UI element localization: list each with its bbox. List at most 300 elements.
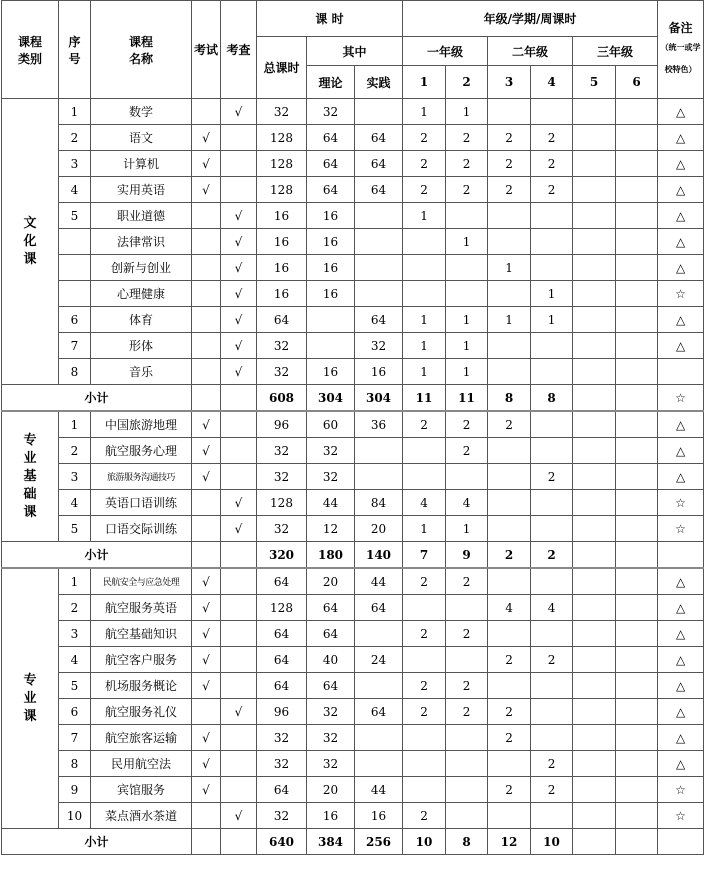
semester-2-cell: 2 [446,621,488,647]
theory-hours-cell: 64 [307,125,355,151]
semester-5-cell [573,568,616,595]
table-row [2,751,704,777]
semester-1-cell: 2 [403,125,446,151]
table-row [2,307,704,333]
total-hours-cell: 128 [257,125,307,151]
check-cell: √ [221,359,257,385]
table-row [2,595,704,621]
remark-cell: △ [658,229,704,255]
semester-1-cell [403,595,446,621]
semester-3-cell [488,359,531,385]
semester-2-cell: 1 [446,307,488,333]
exam-cell [192,255,221,281]
semester-3-cell: 2 [488,725,531,751]
total-hours-cell: 32 [257,438,307,464]
semester-6-cell [616,621,658,647]
practice-hours-cell: 64 [355,151,403,177]
semester-1-cell: 1 [403,333,446,359]
remark-cell: △ [658,464,704,490]
total-hours-cell: 64 [257,307,307,333]
practice-hours-cell [355,203,403,229]
check-cell [221,673,257,699]
remark-cell: ☆ [658,516,704,542]
seq-cell: 7 [59,725,91,751]
semester-6-cell [616,647,658,673]
course-name-cell: 航空旅客运输 [91,725,192,751]
category-char: 础 [23,486,37,502]
semester-6-cell [616,542,658,569]
course-name-cell: 心理健康 [91,281,192,307]
exam-cell: √ [192,725,221,751]
header-practice: 实践 [355,66,403,99]
semester-5-cell [573,699,616,725]
semester-6-cell [616,803,658,829]
semester-5-cell [573,411,616,438]
subtotal-label: 小计 [2,829,192,855]
total-hours-cell: 16 [257,255,307,281]
subtotal-theory-cell: 180 [307,542,355,569]
semester-5-cell [573,151,616,177]
semester-5-cell [573,829,616,855]
semester-3-cell: 2 [488,647,531,673]
subtotal-row [2,542,704,569]
subtotal-remark-cell [658,829,704,855]
practice-hours-cell: 44 [355,777,403,803]
theory-hours-cell: 20 [307,777,355,803]
semester-5-cell [573,803,616,829]
semester-2-cell: 4 [446,490,488,516]
table-row [2,803,704,829]
semester-2-cell [446,725,488,751]
table-row [2,647,704,673]
exam-cell: √ [192,125,221,151]
remark-cell: △ [658,568,704,595]
semester-6-cell [616,699,658,725]
semester-1-cell [403,438,446,464]
header-grade-3: 三年级 [573,37,658,66]
semester-3-cell: 2 [488,777,531,803]
semester-2-cell [446,281,488,307]
category-char: 课 [23,504,37,520]
total-hours-cell: 32 [257,99,307,125]
semester-4-cell: 2 [531,125,573,151]
total-hours-cell: 128 [257,177,307,203]
header-total: 总课时 [257,37,307,99]
table-row [2,438,704,464]
total-hours-cell: 32 [257,751,307,777]
seq-cell: 3 [59,151,91,177]
total-hours-cell: 16 [257,281,307,307]
semester-5-cell [573,595,616,621]
semester-4-cell [531,333,573,359]
semester-4-cell: 2 [531,464,573,490]
check-cell: √ [221,99,257,125]
semester-6-cell [616,307,658,333]
table-row [2,568,704,595]
empty-cell [221,542,257,569]
remark-cell: △ [658,751,704,777]
theory-hours-cell: 16 [307,229,355,255]
category-cell [2,568,59,829]
header-grade-2: 二年级 [488,37,573,66]
semester-2-cell [446,751,488,777]
subtotal-total-cell: 608 [257,385,307,412]
theory-hours-cell: 16 [307,203,355,229]
theory-hours-cell: 32 [307,464,355,490]
subtotal-s2-cell: 8 [446,829,488,855]
table-row [2,281,704,307]
semester-6-cell [616,385,658,412]
header-semester-2: 2 [446,66,488,99]
header-among: 其中 [307,37,403,66]
check-cell [221,464,257,490]
header-semester-4: 4 [531,66,573,99]
header-grade: 年级/学期/周课时 [403,1,658,37]
check-cell: √ [221,333,257,359]
course-name-cell: 中国旅游地理 [91,411,192,438]
seq-cell [59,229,91,255]
semester-6-cell [616,281,658,307]
table-row [2,99,704,125]
semester-3-cell [488,803,531,829]
check-cell [221,751,257,777]
check-cell [221,777,257,803]
semester-4-cell [531,673,573,699]
semester-3-cell [488,333,531,359]
theory-hours-cell: 16 [307,255,355,281]
semester-6-cell [616,438,658,464]
course-name-cell: 航空基础知识 [91,621,192,647]
semester-4-cell: 1 [531,307,573,333]
seq-cell: 1 [59,568,91,595]
semester-5-cell [573,307,616,333]
exam-cell [192,307,221,333]
remark-cell [658,359,704,385]
semester-1-cell: 2 [403,568,446,595]
semester-3-cell: 1 [488,307,531,333]
semester-6-cell [616,516,658,542]
category-cell [2,99,59,385]
semester-1-cell: 2 [403,411,446,438]
total-hours-cell: 64 [257,568,307,595]
course-name-cell: 数学 [91,99,192,125]
remark-cell: △ [658,725,704,751]
practice-hours-cell: 16 [355,359,403,385]
category-char: 文 [23,215,37,231]
course-name-cell: 实用英语 [91,177,192,203]
seq-cell: 10 [59,803,91,829]
table-row [2,464,704,490]
header-hours: 课 时 [257,1,403,37]
course-name-cell: 英语口语训练 [91,490,192,516]
theory-hours-cell [307,307,355,333]
subtotal-s1-cell: 11 [403,385,446,412]
seq-cell: 5 [59,516,91,542]
course-name-cell: 航空服务心理 [91,438,192,464]
semester-5-cell [573,229,616,255]
course-name-cell: 体育 [91,307,192,333]
total-hours-cell: 32 [257,516,307,542]
semester-4-cell [531,99,573,125]
seq-cell: 3 [59,621,91,647]
check-cell: √ [221,516,257,542]
subtotal-label: 小计 [2,542,192,569]
seq-cell: 4 [59,647,91,673]
semester-4-cell: 2 [531,751,573,777]
subtotal-s3-cell: 2 [488,542,531,569]
semester-4-cell: 4 [531,595,573,621]
practice-hours-cell: 84 [355,490,403,516]
seq-cell: 2 [59,438,91,464]
subtotal-practice-cell: 304 [355,385,403,412]
category-cell [2,411,59,542]
semester-4-cell [531,255,573,281]
semester-5-cell [573,99,616,125]
theory-hours-cell: 32 [307,725,355,751]
semester-5-cell [573,203,616,229]
semester-5-cell [573,542,616,569]
practice-hours-cell [355,621,403,647]
total-hours-cell: 128 [257,490,307,516]
semester-6-cell [616,125,658,151]
table-row [2,229,704,255]
check-cell [221,725,257,751]
semester-5-cell [573,777,616,803]
semester-1-cell [403,229,446,255]
exam-cell [192,359,221,385]
empty-cell [221,829,257,855]
semester-6-cell [616,673,658,699]
practice-hours-cell: 44 [355,568,403,595]
course-name-cell: 航空服务英语 [91,595,192,621]
table-row [2,699,704,725]
semester-6-cell [616,464,658,490]
check-cell: √ [221,281,257,307]
semester-5-cell [573,490,616,516]
category-char: 课 [23,708,37,724]
subtotal-s4-cell: 10 [531,829,573,855]
header-theory: 理论 [307,66,355,99]
table-row [2,777,704,803]
semester-3-cell: 2 [488,125,531,151]
check-cell [221,647,257,673]
table-row [2,359,704,385]
table-row [2,151,704,177]
semester-3-cell [488,464,531,490]
practice-hours-cell: 64 [355,125,403,151]
semester-2-cell [446,777,488,803]
subtotal-s2-cell: 11 [446,385,488,412]
category-char: 业 [23,690,37,706]
theory-hours-cell: 16 [307,359,355,385]
semester-4-cell [531,203,573,229]
semester-1-cell: 1 [403,359,446,385]
semester-3-cell: 2 [488,177,531,203]
semester-6-cell [616,725,658,751]
subtotal-label: 小计 [2,385,192,412]
exam-cell: √ [192,568,221,595]
practice-hours-cell [355,438,403,464]
theory-hours-cell: 16 [307,803,355,829]
header-course-name: 课程 名称 [91,1,192,99]
semester-3-cell [488,490,531,516]
semester-5-cell [573,385,616,412]
semester-3-cell [488,673,531,699]
semester-2-cell: 2 [446,699,488,725]
practice-hours-cell: 32 [355,333,403,359]
remark-cell: △ [658,411,704,438]
seq-cell: 2 [59,595,91,621]
semester-1-cell: 1 [403,99,446,125]
semester-4-cell [531,568,573,595]
seq-cell: 1 [59,411,91,438]
semester-1-cell [403,281,446,307]
remark-cell: ☆ [658,281,704,307]
exam-cell [192,229,221,255]
semester-5-cell [573,333,616,359]
subtotal-row [2,829,704,855]
semester-4-cell: 1 [531,281,573,307]
semester-2-cell [446,595,488,621]
semester-1-cell [403,255,446,281]
exam-cell: √ [192,751,221,777]
semester-1-cell: 2 [403,803,446,829]
remark-cell: △ [658,621,704,647]
theory-hours-cell: 16 [307,281,355,307]
subtotal-remark-cell [658,542,704,569]
header-check: 考查 [221,1,257,99]
category-char: 基 [23,468,37,484]
semester-3-cell: 2 [488,151,531,177]
seq-cell: 8 [59,751,91,777]
theory-hours-cell: 20 [307,568,355,595]
course-name-cell: 旅游服务沟通技巧 [91,464,192,490]
total-hours-cell: 96 [257,699,307,725]
semester-6-cell [616,751,658,777]
course-name-cell: 民航安全与应急处理 [91,568,192,595]
practice-hours-cell: 36 [355,411,403,438]
subtotal-remark-cell: ☆ [658,385,704,412]
semester-4-cell [531,803,573,829]
practice-hours-cell: 64 [355,177,403,203]
table-row [2,411,704,438]
semester-6-cell [616,151,658,177]
semester-1-cell: 2 [403,177,446,203]
semester-1-cell [403,464,446,490]
seq-cell: 2 [59,125,91,151]
semester-4-cell: 2 [531,151,573,177]
header-category: 课程 类别 [2,1,59,99]
semester-4-cell: 2 [531,647,573,673]
semester-2-cell: 2 [446,568,488,595]
remark-cell: △ [658,151,704,177]
semester-6-cell [616,203,658,229]
header-exam: 考试 [192,1,221,99]
practice-hours-cell [355,281,403,307]
semester-4-cell [531,438,573,464]
semester-3-cell: 4 [488,595,531,621]
check-cell [221,151,257,177]
semester-2-cell: 1 [446,333,488,359]
practice-hours-cell [355,673,403,699]
exam-cell: √ [192,673,221,699]
seq-cell [59,255,91,281]
exam-cell: √ [192,411,221,438]
theory-hours-cell: 64 [307,151,355,177]
exam-cell: √ [192,595,221,621]
semester-2-cell: 1 [446,99,488,125]
seq-cell: 1 [59,99,91,125]
semester-5-cell [573,725,616,751]
category-char: 课 [23,251,37,267]
empty-cell [192,542,221,569]
check-cell: √ [221,203,257,229]
semester-1-cell: 1 [403,516,446,542]
theory-hours-cell: 32 [307,699,355,725]
remark-cell: ☆ [658,803,704,829]
empty-cell [192,829,221,855]
subtotal-theory-cell: 384 [307,829,355,855]
course-name-cell: 宾馆服务 [91,777,192,803]
semester-5-cell [573,125,616,151]
seq-cell: 3 [59,464,91,490]
semester-6-cell [616,411,658,438]
check-cell [221,568,257,595]
semester-4-cell [531,516,573,542]
theory-hours-cell: 64 [307,177,355,203]
total-hours-cell: 32 [257,464,307,490]
semester-4-cell: 2 [531,177,573,203]
remark-cell: ☆ [658,777,704,803]
check-cell [221,595,257,621]
semester-4-cell [531,621,573,647]
practice-hours-cell: 24 [355,647,403,673]
semester-6-cell [616,99,658,125]
semester-2-cell [446,803,488,829]
subtotal-s2-cell: 9 [446,542,488,569]
semester-1-cell: 4 [403,490,446,516]
semester-2-cell [446,647,488,673]
semester-3-cell [488,568,531,595]
subtotal-practice-cell: 256 [355,829,403,855]
exam-cell [192,490,221,516]
exam-cell: √ [192,151,221,177]
semester-2-cell: 2 [446,438,488,464]
check-cell [221,125,257,151]
remark-cell: △ [658,99,704,125]
practice-hours-cell [355,751,403,777]
remark-cell: △ [658,177,704,203]
practice-hours-cell: 64 [355,595,403,621]
semester-6-cell [616,255,658,281]
subtotal-total-cell: 640 [257,829,307,855]
header-semester-1: 1 [403,66,446,99]
course-name-cell: 形体 [91,333,192,359]
course-name-cell: 职业道德 [91,203,192,229]
course-name-cell: 菜点酒水茶道 [91,803,192,829]
exam-cell [192,203,221,229]
seq-cell: 4 [59,490,91,516]
check-cell [221,621,257,647]
semester-1-cell [403,647,446,673]
total-hours-cell: 128 [257,151,307,177]
category-char: 专 [23,672,37,688]
empty-cell [221,385,257,412]
semester-2-cell: 2 [446,177,488,203]
theory-hours-cell: 64 [307,673,355,699]
semester-5-cell [573,359,616,385]
table-row [2,125,704,151]
